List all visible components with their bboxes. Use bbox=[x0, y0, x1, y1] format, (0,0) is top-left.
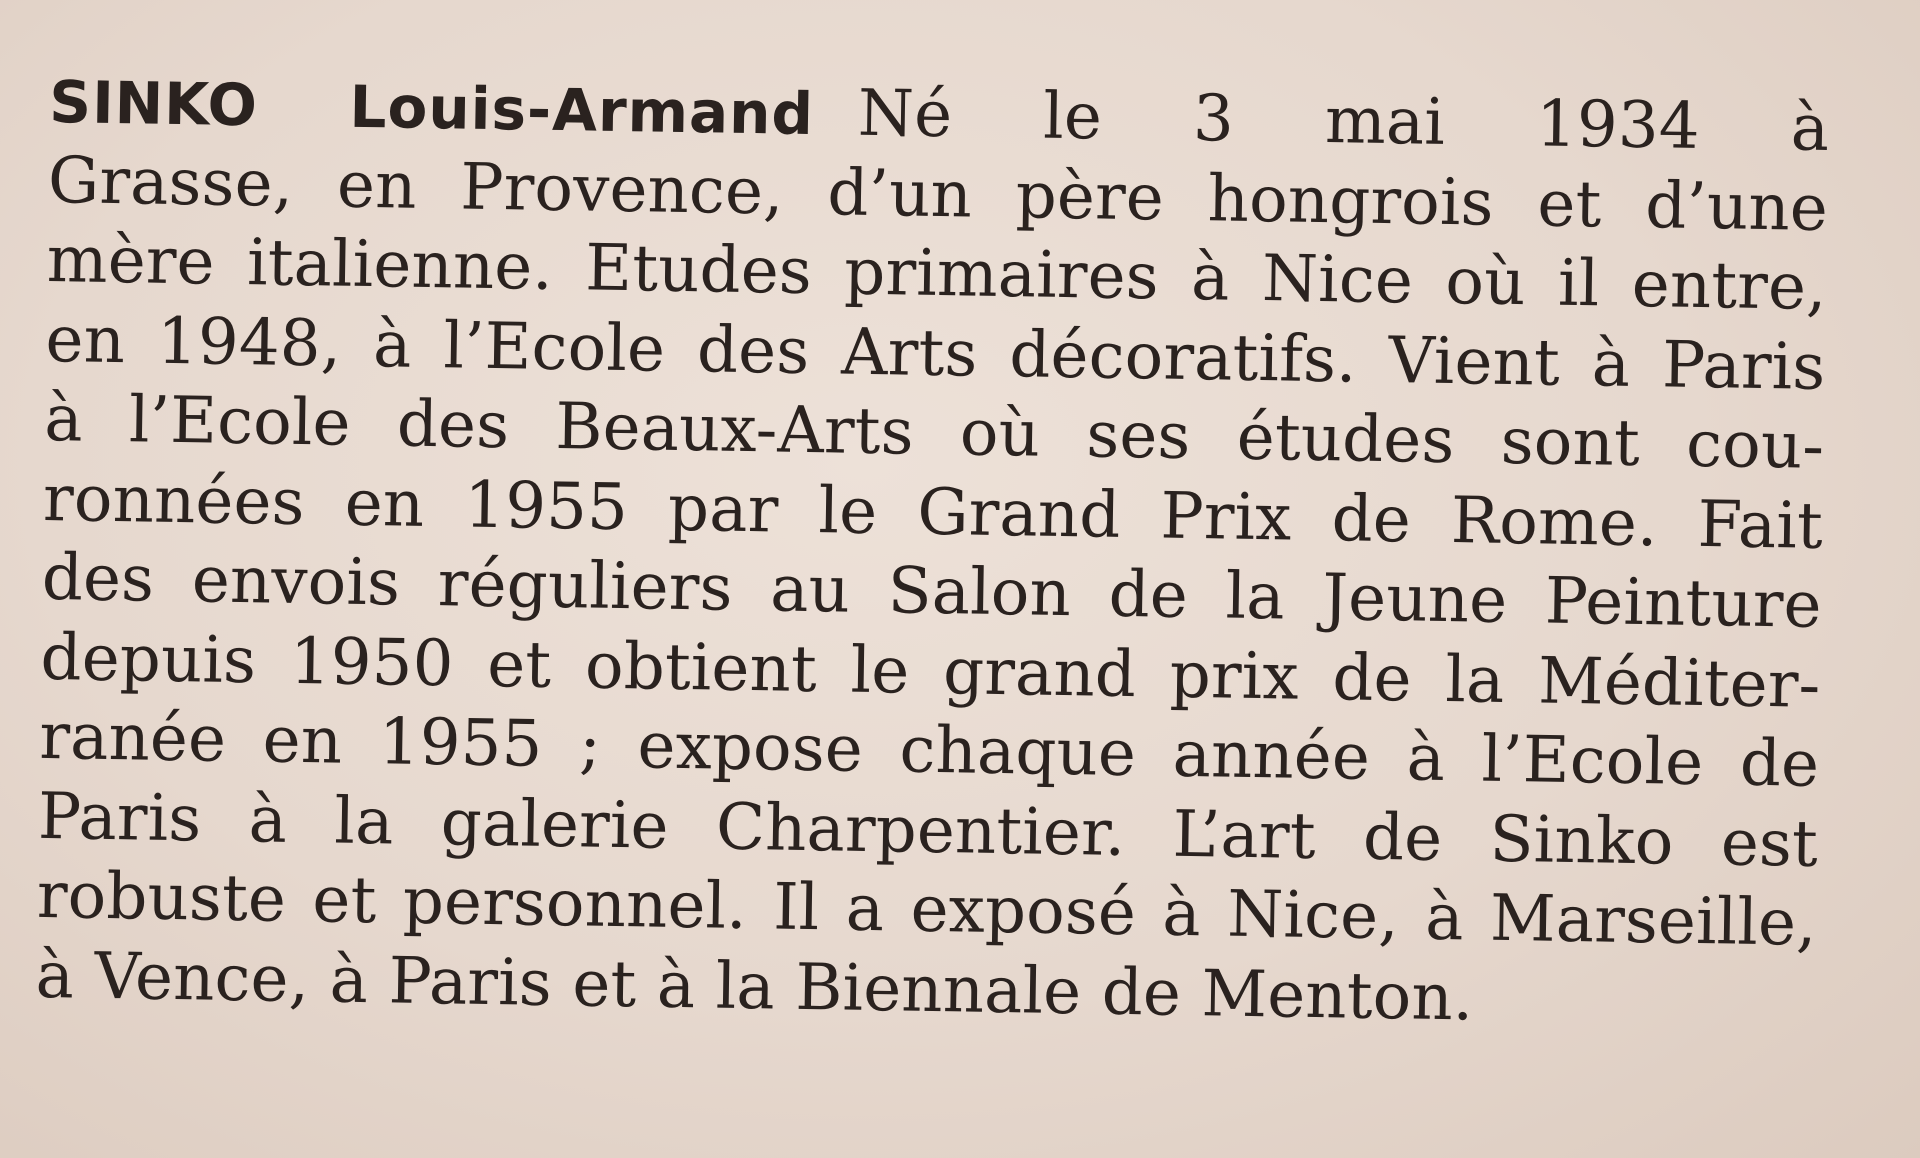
text-line-9: ranée en 1955 ; expose chaque année à l’Ecole de bbox=[38, 699, 1820, 802]
text-line-3: mère italienne. Etudes primaires à Nice où il entre, bbox=[46, 222, 1828, 325]
artist-name: SINKO Louis-Armand bbox=[48, 67, 815, 149]
text-line-11: robuste et personnel. Il a exposé à Nice, à Marseille, bbox=[36, 858, 1818, 961]
biography-paragraph bbox=[35, 62, 1830, 1044]
text-line-10: Paris à la galerie Charpentier. L’art de Sinko est bbox=[37, 779, 1819, 882]
text-line-4: en 1948, à l’Ecole des Arts décoratifs. Vient à Paris bbox=[45, 302, 1827, 405]
text-line-2: Grasse, en Provence, d’un père hongrois et d’une bbox=[47, 143, 1829, 246]
text-line-1-body: Né le 3 mai 1934 à bbox=[857, 76, 1830, 166]
text-line-7: des envois réguliers au Salon de la Jeune Peinture bbox=[41, 540, 1823, 643]
text-line-6: ronnées en 1955 par le Grand Prix de Rome. Fait bbox=[42, 461, 1824, 564]
text-line-12: à Vence, à Paris et à la Biennale de Menton. bbox=[35, 938, 1474, 1035]
text-line-5: à l’Ecole des Beaux-Arts où ses études sont cou- bbox=[43, 381, 1825, 484]
text-line-8: depuis 1950 et obtient le grand prix de la Méditer- bbox=[40, 620, 1822, 723]
